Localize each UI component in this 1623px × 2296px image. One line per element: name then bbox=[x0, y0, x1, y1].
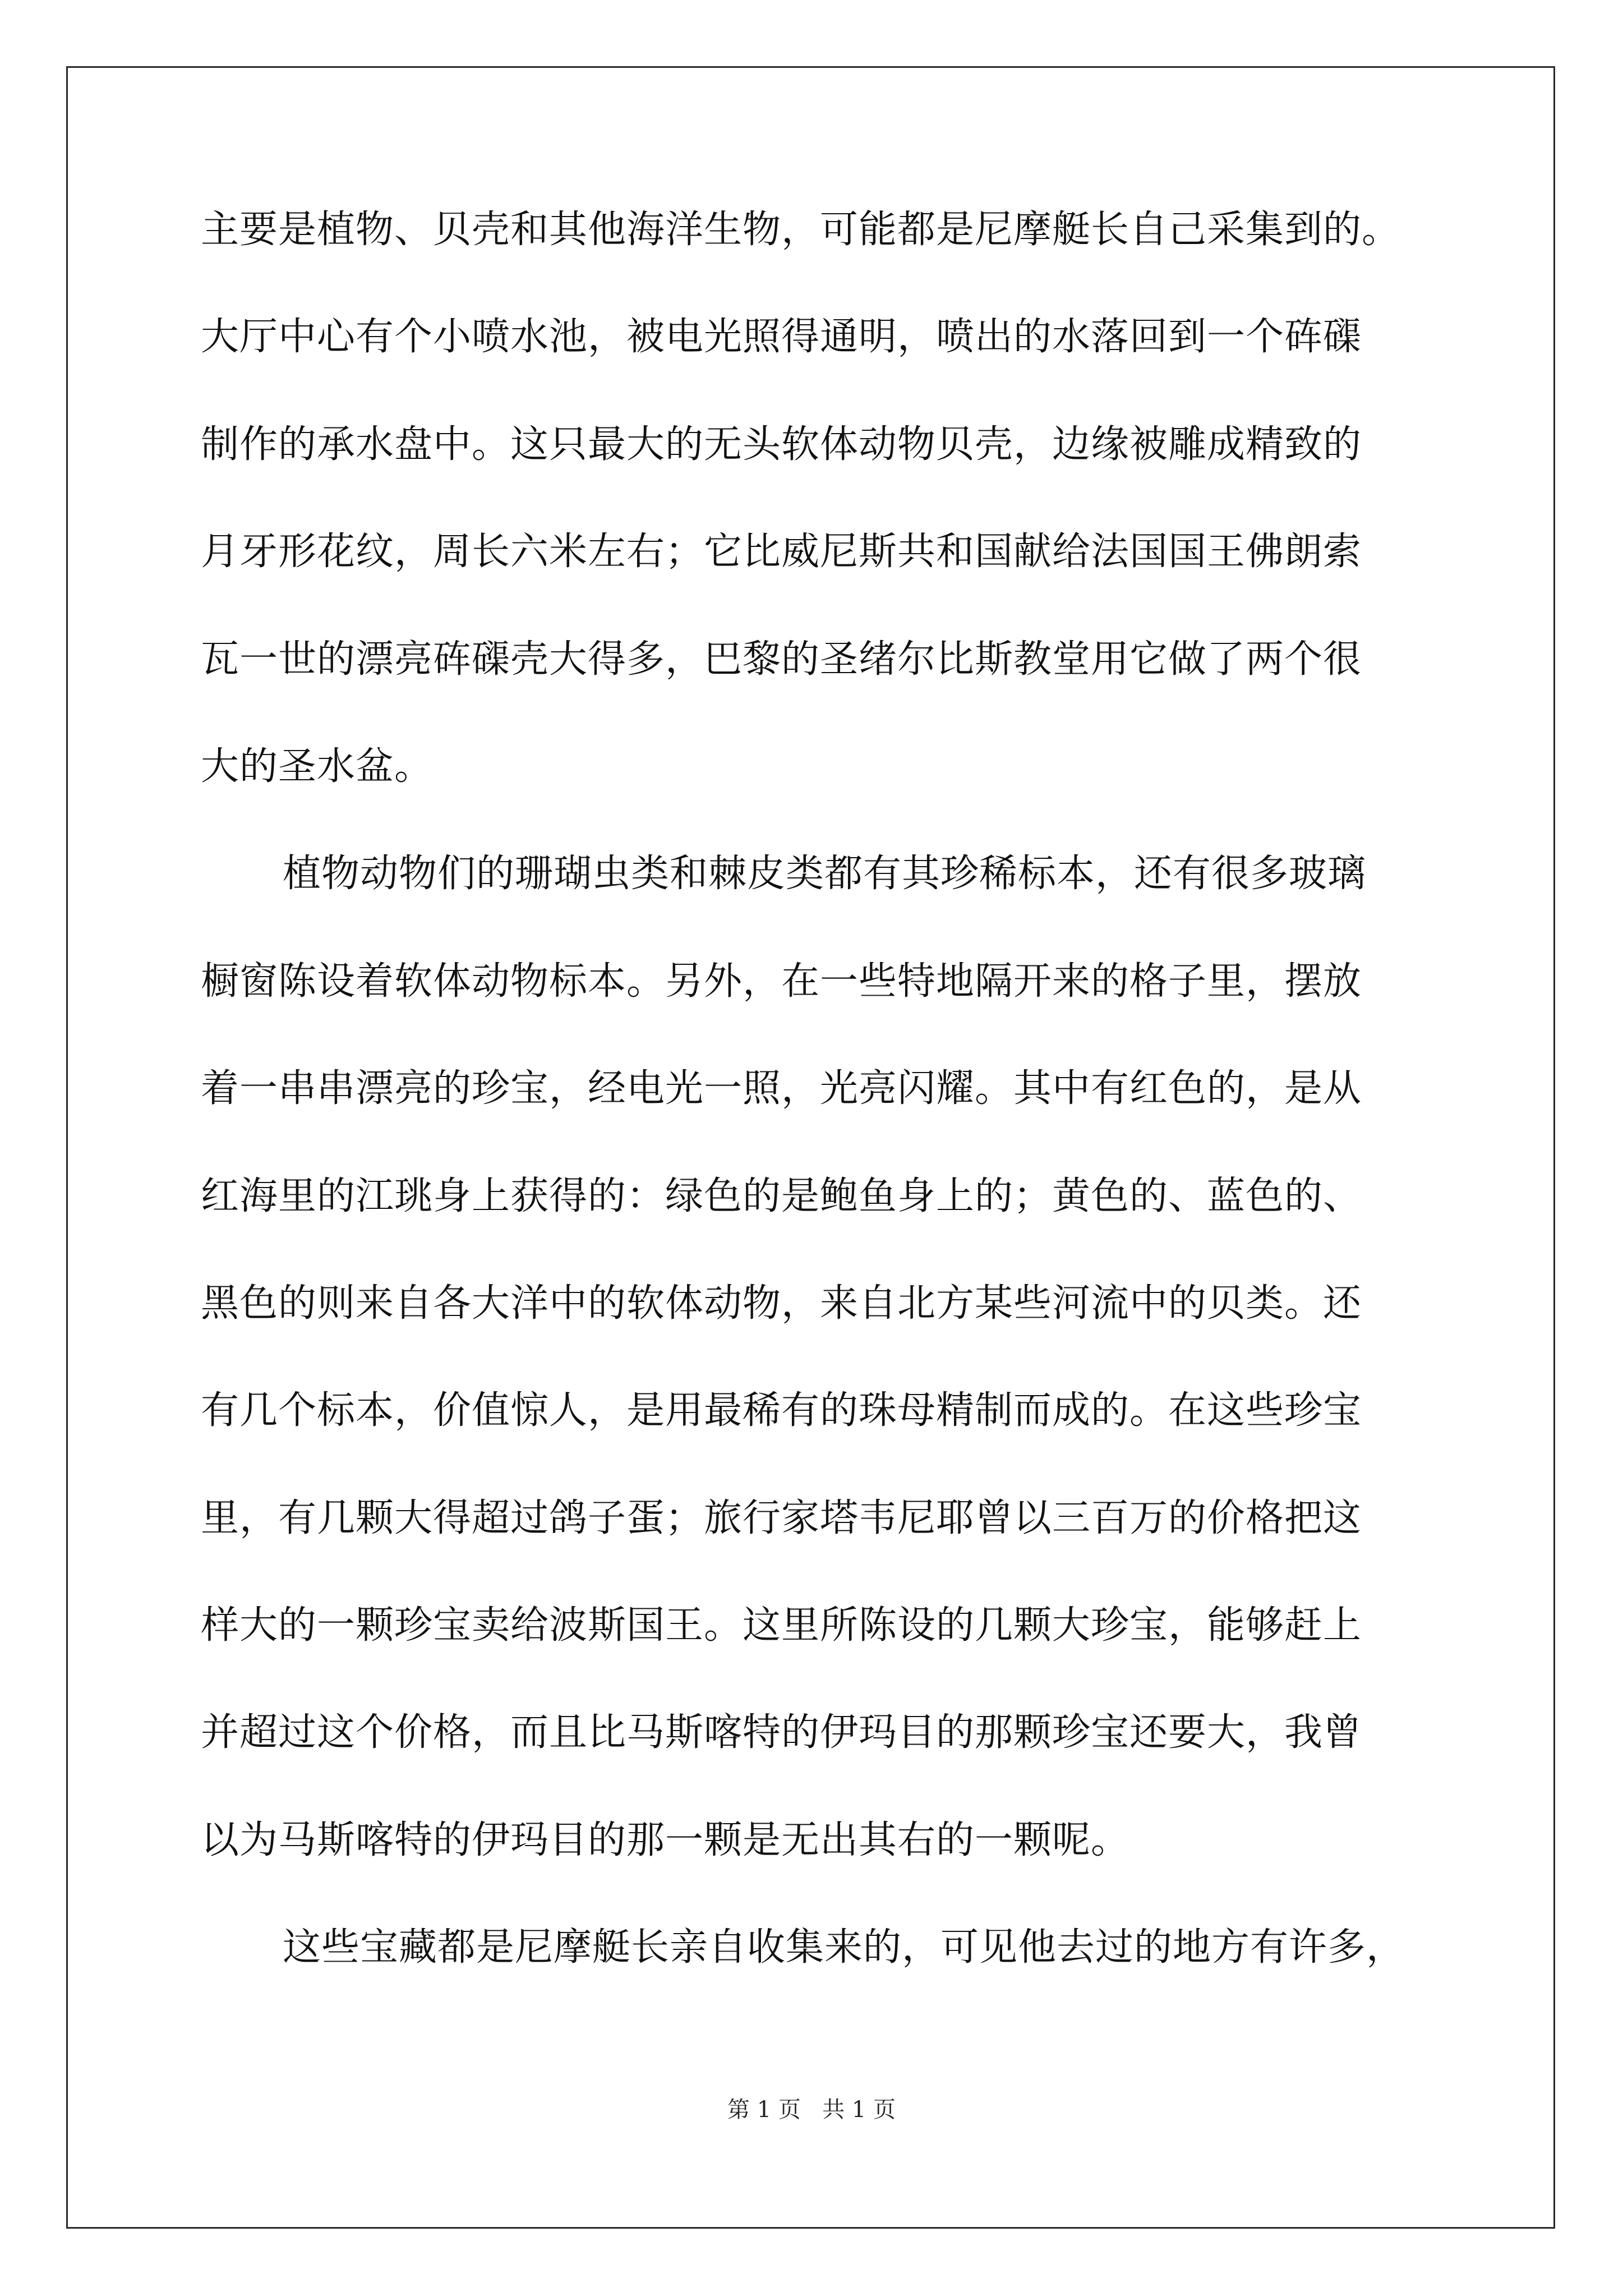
paragraph-first-line: 植物动物们的珊瑚虫类和棘皮类都有其珍稀标本，还有很多玻璃 bbox=[283, 852, 1367, 896]
page-footer: 第 1 页 共 1 页 bbox=[727, 2097, 896, 2123]
text-line: 大厅中心有个小喷水池，被电光照得通明，喷出的水落回到一个砗磲 bbox=[201, 315, 1362, 360]
text-line: 大的圣水盆。 bbox=[201, 744, 434, 789]
text-line: 有几个标本，价值惊人，是用最稀有的珠母精制而成的。在这些珍宝 bbox=[201, 1388, 1362, 1433]
text-line: 制作的承水盘中。这只最大的无头软体动物贝壳，边缘被雕成精致的 bbox=[201, 422, 1362, 467]
text-line: 红海里的江珧身上获得的：绿色的是鲍鱼身上的；黄色的、蓝色的、 bbox=[201, 1174, 1362, 1218]
text-line: 并超过这个价格，而且比马斯喀特的伊玛目的那颗珍宝还要大，我曾 bbox=[201, 1710, 1362, 1755]
text-line: 里，有几颗大得超过鸽子蛋；旅行家塔韦尼耶曾以三百万的价格把这 bbox=[201, 1496, 1362, 1540]
text-line: 黑色的则来自各大洋中的软体动物，来自北方某些河流中的贝类。还 bbox=[201, 1281, 1362, 1326]
text-line: 月牙形花纹，周长六米左右；它比威尼斯共和国献给法国国王佛朗索 bbox=[201, 530, 1362, 574]
text-line: 样大的一颗珍宝卖给波斯国王。这里所陈设的几颗大珍宝，能够赶上 bbox=[201, 1603, 1362, 1648]
text-line: 以为马斯喀特的伊玛目的那一颗是无出其右的一颗呢。 bbox=[201, 1818, 1130, 1862]
document-body bbox=[201, 202, 1457, 2027]
paragraph-first-line: 这些宝藏都是尼摩艇长亲自收集来的，可见他去过的地方有许多， bbox=[283, 1925, 1405, 1970]
text-line: 着一串串漂亮的珍宝，经电光一照，光亮闪耀。其中有红色的，是从 bbox=[201, 1066, 1362, 1111]
text-line: 橱窗陈设着软体动物标本。另外，在一些特地隔开来的格子里，摆放 bbox=[201, 959, 1362, 1004]
text-line: 瓦一世的漂亮砗磲壳大得多，巴黎的圣绪尔比斯教堂用它做了两个很 bbox=[201, 637, 1362, 682]
text-line: 主要是植物、贝壳和其他海洋生物，可能都是尼摩艇长自己采集到的。 bbox=[201, 208, 1401, 252]
